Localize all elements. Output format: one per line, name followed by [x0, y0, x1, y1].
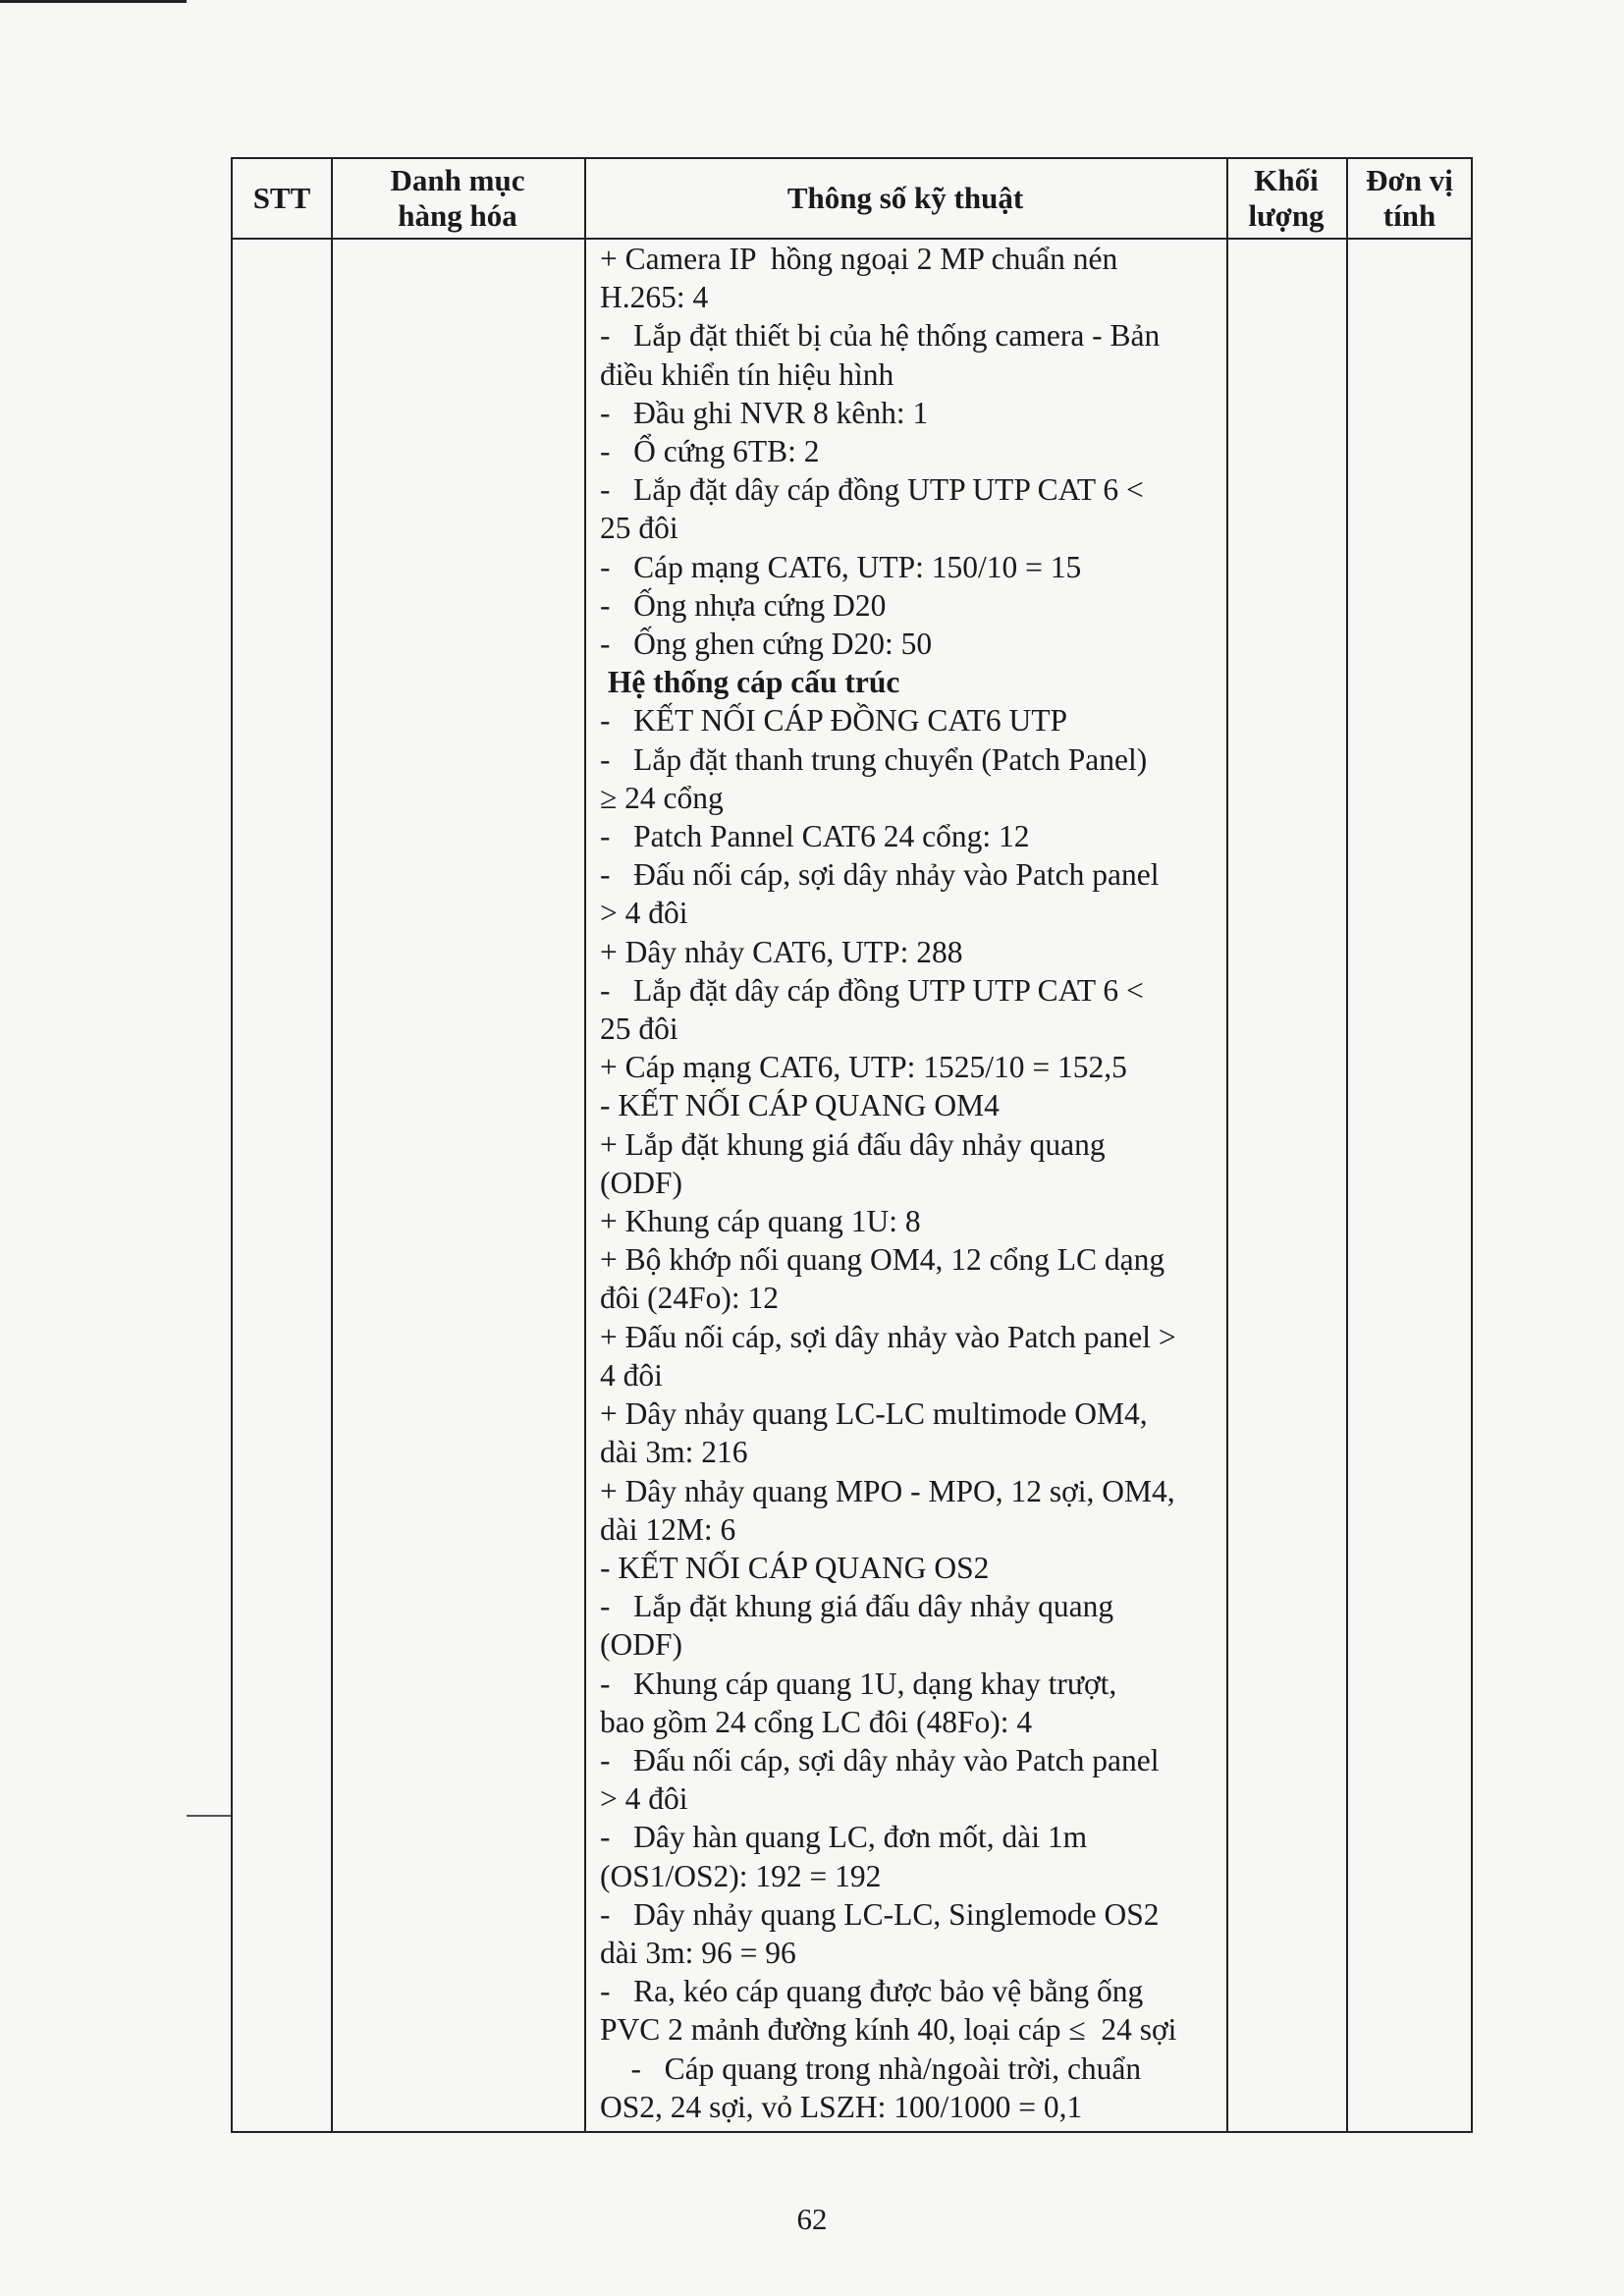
spec-cell — [586, 240, 1440, 2126]
spec-line: + Dây nhảy quang MPO - MPO, 12 sợi, OM4, — [600, 1473, 1175, 1508]
margin-mark — [187, 1815, 231, 1817]
spec-line: - Đầu ghi NVR 8 kênh: 1 — [600, 395, 929, 430]
spec-line: - KẾT NỐI CÁP QUANG OM4 — [600, 1088, 1000, 1123]
spec-line: (OS1/OS2): 192 = 192 — [600, 1858, 882, 1893]
spec-line: bao gồm 24 cổng LC đôi (48Fo): 4 — [600, 1704, 1033, 1739]
spec-line: dài 3m: 96 = 96 — [600, 1935, 796, 1970]
spec-line: > 4 đôi — [600, 1781, 688, 1817]
spec-line: - Patch Pannel CAT6 24 cổng: 12 — [600, 819, 1030, 854]
header-khoi-luong: Khối lượng — [1248, 163, 1325, 233]
spec-line: - KẾT NỐI CÁP ĐỒNG CAT6 UTP — [600, 703, 1068, 738]
spec-line: dài 3m: 216 — [600, 1435, 748, 1470]
spec-line: + Khung cáp quang 1U: 8 — [600, 1204, 921, 1239]
header-stt: STT — [252, 181, 311, 215]
spec-line: - Đấu nối cáp, sợi dây nhảy vào Patch panel — [600, 857, 1160, 893]
spec-line: - Lắp đặt thanh trung chuyển (Patch Panel) — [600, 741, 1148, 777]
spec-line: > 4 đôi — [600, 896, 688, 931]
col-divider — [331, 159, 333, 2131]
spec-line: 25 đôi — [600, 511, 678, 546]
spec-line: - Khung cáp quang 1U, dạng khay trượt, — [600, 1666, 1117, 1701]
spec-line: - Ống ghen cứng D20: 50 — [600, 627, 933, 662]
spec-line: - Cáp mạng CAT6, UTP: 150/10 = 15 — [600, 549, 1082, 584]
spec-line: PVC 2 mảnh đường kính 40, loại cáp ≤ 24 sợi — [600, 2012, 1177, 2048]
header-thong-so: Thông số kỹ thuật — [786, 181, 1024, 215]
spec-line: + Dây nhảy CAT6, UTP: 288 — [600, 934, 963, 969]
spec-line: OS2, 24 sợi, vỏ LSZH: 100/1000 = 0,1 — [600, 2089, 1083, 2124]
spec-table — [231, 157, 1473, 2133]
spec-line: + Đấu nối cáp, sợi dây nhảy vào Patch panel > — [600, 1319, 1176, 1354]
spec-line: - Lắp đặt khung giá đấu dây nhảy quang — [600, 1589, 1114, 1624]
spec-line: - Ổ cứng 6TB: 2 — [600, 434, 820, 469]
spec-line: + Bộ khớp nối quang OM4, 12 cổng LC dạng — [600, 1242, 1165, 1278]
spec-line: H.265: 4 — [600, 280, 709, 315]
spec-line: - Dây hàn quang LC, đơn mốt, dài 1m — [600, 1820, 1088, 1855]
spec-line: điều khiển tín hiệu hình — [600, 356, 894, 392]
spec-line: - Cáp quang trong nhà/ngoài trời, chuẩn — [600, 2050, 1142, 2086]
spec-line: đôi (24Fo): 12 — [600, 1281, 780, 1316]
spec-line: + Cáp mạng CAT6, UTP: 1525/10 = 152,5 — [600, 1050, 1127, 1085]
spec-line: + Camera IP hồng ngoại 2 MP chuẩn nén — [600, 242, 1118, 276]
spec-line: - Dây nhảy quang LC-LC, Singlemode OS2 — [600, 1896, 1160, 1932]
spec-line: - Ống nhựa cứng D20 — [600, 587, 887, 623]
header-don-vi: Đơn vị tính — [1366, 163, 1453, 233]
spec-line: - Lắp đặt thiết bị của hệ thống camera - Bản — [600, 318, 1161, 354]
spec-line: 25 đôi — [600, 1011, 678, 1047]
spec-line: - Ra, kéo cáp quang được bảo vệ bằng ống — [600, 1974, 1144, 2009]
scan-edge-mark — [0, 0, 187, 3]
header-danh-muc: Danh mục hàng hóa — [390, 163, 525, 233]
spec-line: + Dây nhảy quang LC-LC multimode OM4, — [600, 1396, 1148, 1432]
spec-line: (ODF) — [600, 1627, 682, 1663]
spec-line: - Lắp đặt dây cáp đồng UTP UTP CAT 6 < — [600, 472, 1144, 508]
spec-line: - Lắp đặt dây cáp đồng UTP UTP CAT 6 < — [600, 972, 1144, 1008]
spec-line: - Đấu nối cáp, sợi dây nhảy vào Patch panel — [600, 1742, 1160, 1777]
page-number: 62 — [796, 2202, 828, 2236]
spec-line: ≥ 24 cổng — [600, 780, 724, 815]
spec-line: (ODF) — [600, 1165, 682, 1200]
spec-line: dài 12M: 6 — [600, 1511, 736, 1547]
spec-line: + Lắp đặt khung giá đấu dây nhảy quang — [600, 1126, 1106, 1162]
spec-line: - KẾT NỐI CÁP QUANG OS2 — [600, 1550, 990, 1585]
spec-line: 4 đôi — [600, 1357, 663, 1393]
section-heading: Hệ thống cáp cấu trúc — [600, 665, 900, 700]
